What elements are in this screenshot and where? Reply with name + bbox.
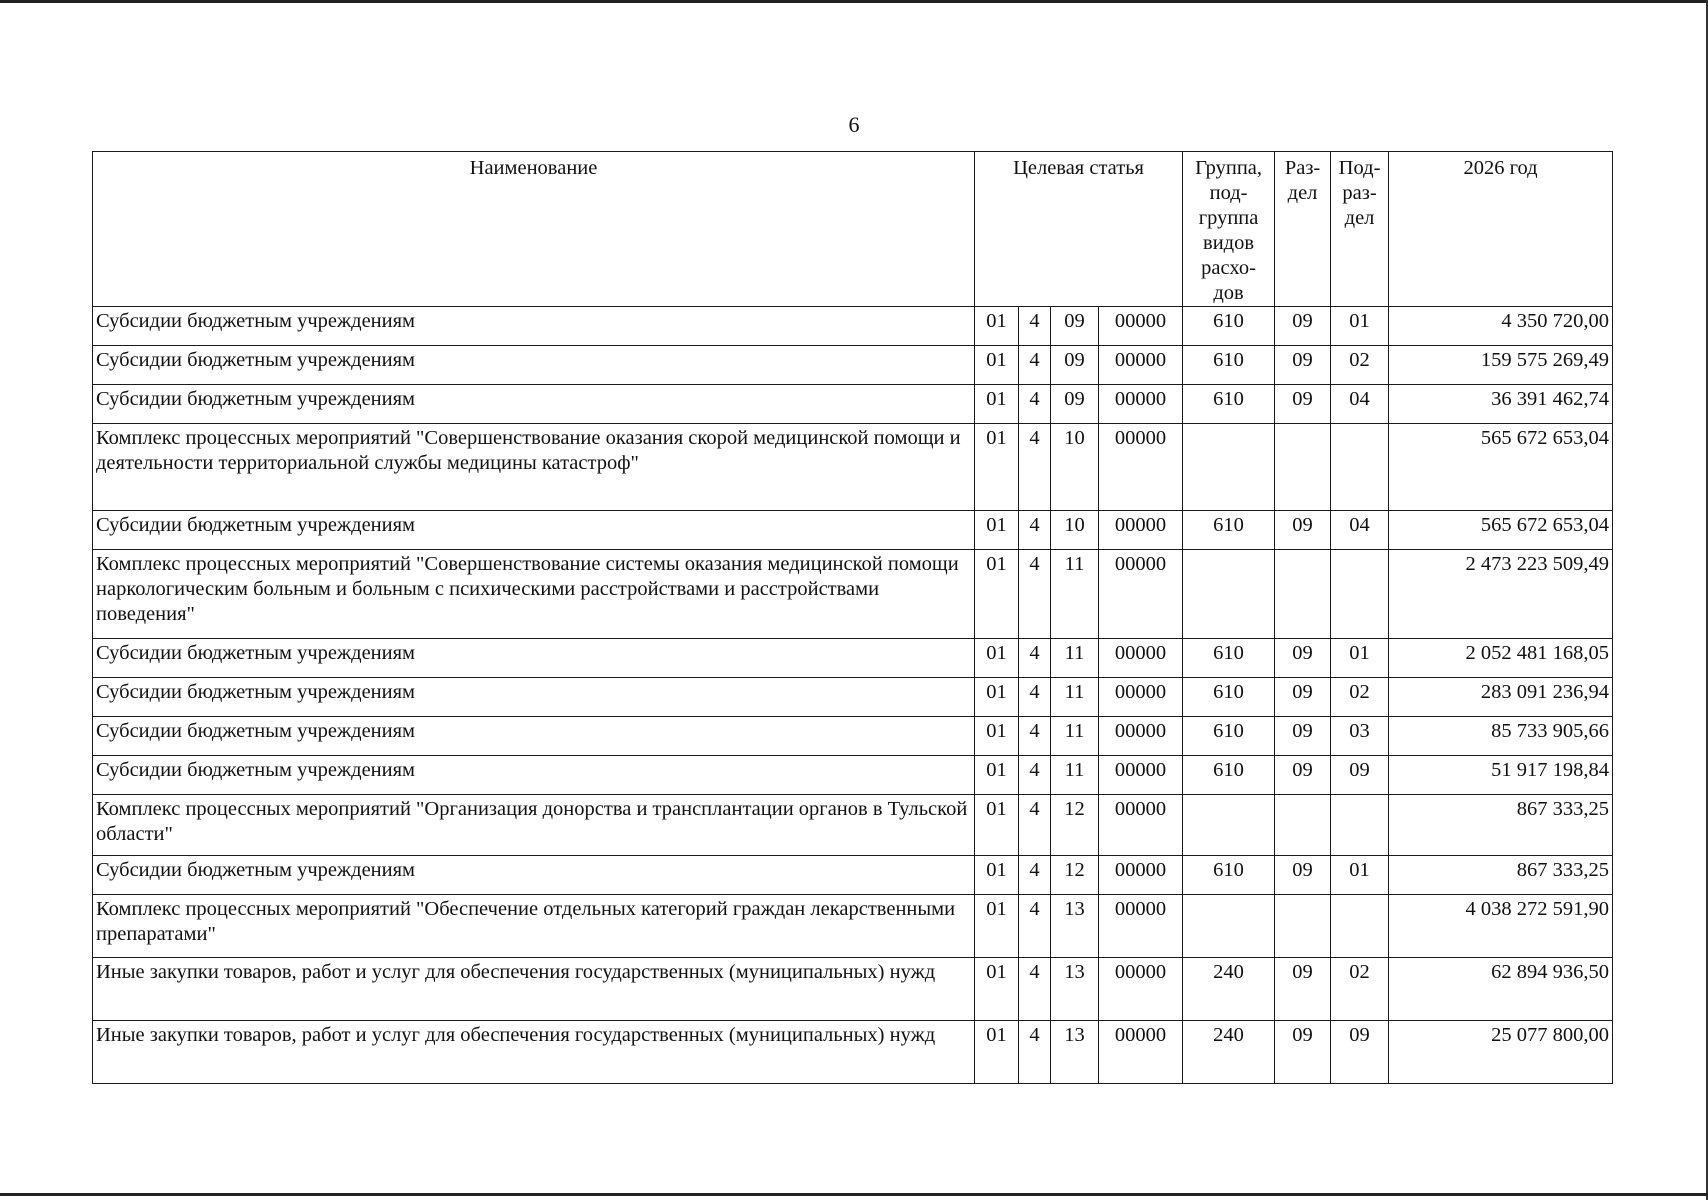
row-expense-group (1183, 550, 1275, 639)
row-target-type: 4 (1019, 385, 1051, 424)
header-target: Целевая статья (975, 152, 1183, 307)
row-target-type: 4 (1019, 856, 1051, 895)
row-name: Комплекс процессных мероприятий "Совершенствование системы оказания медицинской помощи наркологическим больным и больным с психическими расстройствами и расстройствами поведения" (93, 550, 975, 639)
row-subsection: 04 (1331, 385, 1389, 424)
row-name: Субсидии бюджетным учреждениям (93, 756, 975, 795)
row-amount: 4 350 720,00 (1389, 307, 1613, 346)
row-name: Иные закупки товаров, работ и услуг для обеспечения государственных (муниципальных) нужд (93, 1021, 975, 1084)
row-amount: 4 038 272 591,90 (1389, 895, 1613, 958)
row-target-direction: 00000 (1099, 550, 1183, 639)
row-subsection: 01 (1331, 856, 1389, 895)
row-target-item: 12 (1051, 856, 1099, 895)
row-target-type: 4 (1019, 346, 1051, 385)
row-section (1275, 895, 1331, 958)
row-amount: 36 391 462,74 (1389, 385, 1613, 424)
row-target-type: 4 (1019, 307, 1051, 346)
row-target-type: 4 (1019, 717, 1051, 756)
row-section: 09 (1275, 639, 1331, 678)
row-section (1275, 424, 1331, 511)
page-number: 6 (848, 112, 860, 137)
table-row (93, 424, 1613, 511)
row-target-item: 13 (1051, 958, 1099, 1021)
row-amount: 565 672 653,04 (1389, 511, 1613, 550)
row-target-type: 4 (1019, 550, 1051, 639)
scan-edge-top (0, 0, 1708, 3)
row-target-program: 01 (975, 307, 1019, 346)
row-target-program: 01 (975, 958, 1019, 1021)
row-target-program: 01 (975, 511, 1019, 550)
row-section: 09 (1275, 717, 1331, 756)
row-target-type: 4 (1019, 678, 1051, 717)
row-target-program: 01 (975, 1021, 1019, 1084)
table-row (93, 895, 1613, 958)
row-target-type: 4 (1019, 895, 1051, 958)
row-target-program: 01 (975, 424, 1019, 511)
row-target-item: 09 (1051, 385, 1099, 424)
row-section: 09 (1275, 678, 1331, 717)
header-name: Наименование (93, 152, 975, 307)
row-subsection: 04 (1331, 511, 1389, 550)
row-target-type: 4 (1019, 958, 1051, 1021)
row-target-direction: 00000 (1099, 756, 1183, 795)
row-subsection: 09 (1331, 1021, 1389, 1084)
row-name: Субсидии бюджетным учреждениям (93, 717, 975, 756)
row-subsection: 01 (1331, 639, 1389, 678)
row-subsection (1331, 424, 1389, 511)
row-name: Иные закупки товаров, работ и услуг для обеспечения государственных (муниципальных) нужд (93, 958, 975, 1021)
row-target-direction: 00000 (1099, 307, 1183, 346)
row-name: Комплекс процессных мероприятий "Обеспечение отдельных категорий граждан лекарственными препаратами" (93, 895, 975, 958)
row-target-direction: 00000 (1099, 511, 1183, 550)
row-amount: 85 733 905,66 (1389, 717, 1613, 756)
row-expense-group (1183, 795, 1275, 856)
table-row (93, 795, 1613, 856)
row-target-direction: 00000 (1099, 346, 1183, 385)
row-target-type: 4 (1019, 756, 1051, 795)
header-year: 2026 год (1389, 152, 1613, 307)
row-expense-group: 610 (1183, 856, 1275, 895)
row-section (1275, 795, 1331, 856)
table-row (93, 639, 1613, 678)
scan-edge-bottom (0, 1193, 1708, 1196)
row-amount: 867 333,25 (1389, 795, 1613, 856)
row-expense-group: 240 (1183, 958, 1275, 1021)
row-subsection: 02 (1331, 958, 1389, 1021)
header-subsection: Под-раз-дел (1331, 152, 1389, 307)
table-row (93, 958, 1613, 1021)
row-target-program: 01 (975, 895, 1019, 958)
row-target-item: 11 (1051, 639, 1099, 678)
row-target-item: 10 (1051, 511, 1099, 550)
row-section: 09 (1275, 756, 1331, 795)
row-target-program: 01 (975, 346, 1019, 385)
row-subsection: 03 (1331, 717, 1389, 756)
row-target-item: 09 (1051, 346, 1099, 385)
row-target-type: 4 (1019, 795, 1051, 856)
row-target-program: 01 (975, 856, 1019, 895)
row-target-item: 11 (1051, 678, 1099, 717)
row-name: Субсидии бюджетным учреждениям (93, 511, 975, 550)
table-row (93, 717, 1613, 756)
row-target-direction: 00000 (1099, 385, 1183, 424)
row-amount: 25 077 800,00 (1389, 1021, 1613, 1084)
row-target-item: 11 (1051, 717, 1099, 756)
table-row (93, 756, 1613, 795)
row-target-direction: 00000 (1099, 424, 1183, 511)
row-amount: 159 575 269,49 (1389, 346, 1613, 385)
row-expense-group: 610 (1183, 717, 1275, 756)
row-target-item: 13 (1051, 1021, 1099, 1084)
row-target-type: 4 (1019, 511, 1051, 550)
row-section: 09 (1275, 958, 1331, 1021)
row-amount: 867 333,25 (1389, 856, 1613, 895)
row-expense-group (1183, 895, 1275, 958)
row-target-type: 4 (1019, 1021, 1051, 1084)
row-subsection: 02 (1331, 346, 1389, 385)
row-target-direction: 00000 (1099, 795, 1183, 856)
row-name: Субсидии бюджетным учреждениям (93, 385, 975, 424)
row-expense-group: 610 (1183, 756, 1275, 795)
row-target-program: 01 (975, 756, 1019, 795)
row-expense-group: 610 (1183, 639, 1275, 678)
row-target-program: 01 (975, 678, 1019, 717)
table-row (93, 678, 1613, 717)
table-row (93, 856, 1613, 895)
row-name: Комплекс процессных мероприятий "Организация донорства и трансплантации органов в Тульской области" (93, 795, 975, 856)
row-target-direction: 00000 (1099, 958, 1183, 1021)
row-expense-group: 610 (1183, 346, 1275, 385)
budget-table (92, 151, 1613, 1084)
row-expense-group: 610 (1183, 511, 1275, 550)
row-subsection: 02 (1331, 678, 1389, 717)
row-target-item: 10 (1051, 424, 1099, 511)
row-amount: 2 052 481 168,05 (1389, 639, 1613, 678)
table-header-row (93, 152, 1613, 307)
header-group: Группа, под-группа видов расхо-дов (1183, 152, 1275, 307)
row-subsection: 09 (1331, 756, 1389, 795)
row-amount: 51 917 198,84 (1389, 756, 1613, 795)
row-target-direction: 00000 (1099, 639, 1183, 678)
table-row (93, 307, 1613, 346)
row-target-program: 01 (975, 795, 1019, 856)
row-target-item: 12 (1051, 795, 1099, 856)
table-row (93, 511, 1613, 550)
row-name: Комплекс процессных мероприятий "Совершенствование оказания скорой медицинской помощи и деятельности территориальной службы медицины катастроф" (93, 424, 975, 511)
row-expense-group: 610 (1183, 678, 1275, 717)
row-section: 09 (1275, 346, 1331, 385)
row-section: 09 (1275, 1021, 1331, 1084)
row-amount: 283 091 236,94 (1389, 678, 1613, 717)
row-target-program: 01 (975, 385, 1019, 424)
table-row (93, 1021, 1613, 1084)
row-target-direction: 00000 (1099, 678, 1183, 717)
row-target-item: 09 (1051, 307, 1099, 346)
row-name: Субсидии бюджетным учреждениям (93, 856, 975, 895)
row-target-item: 11 (1051, 756, 1099, 795)
row-section: 09 (1275, 307, 1331, 346)
table-row (93, 385, 1613, 424)
row-target-direction: 00000 (1099, 895, 1183, 958)
row-name: Субсидии бюджетным учреждениям (93, 346, 975, 385)
row-expense-group: 610 (1183, 385, 1275, 424)
row-name: Субсидии бюджетным учреждениям (93, 307, 975, 346)
row-target-type: 4 (1019, 424, 1051, 511)
header-section: Раз-дел (1275, 152, 1331, 307)
row-target-type: 4 (1019, 639, 1051, 678)
row-target-item: 11 (1051, 550, 1099, 639)
row-target-direction: 00000 (1099, 717, 1183, 756)
row-target-item: 13 (1051, 895, 1099, 958)
row-expense-group: 240 (1183, 1021, 1275, 1084)
row-amount: 62 894 936,50 (1389, 958, 1613, 1021)
row-name: Субсидии бюджетным учреждениям (93, 678, 975, 717)
row-section: 09 (1275, 856, 1331, 895)
row-expense-group (1183, 424, 1275, 511)
table-row (93, 346, 1613, 385)
row-target-program: 01 (975, 717, 1019, 756)
row-subsection (1331, 550, 1389, 639)
table-row (93, 550, 1613, 639)
row-target-direction: 00000 (1099, 1021, 1183, 1084)
row-target-program: 01 (975, 639, 1019, 678)
row-amount: 2 473 223 509,49 (1389, 550, 1613, 639)
row-section (1275, 550, 1331, 639)
row-name: Субсидии бюджетным учреждениям (93, 639, 975, 678)
row-target-program: 01 (975, 550, 1019, 639)
row-section: 09 (1275, 385, 1331, 424)
row-section: 09 (1275, 511, 1331, 550)
row-subsection (1331, 795, 1389, 856)
row-amount: 565 672 653,04 (1389, 424, 1613, 511)
row-subsection (1331, 895, 1389, 958)
row-target-direction: 00000 (1099, 856, 1183, 895)
row-subsection: 01 (1331, 307, 1389, 346)
row-expense-group: 610 (1183, 307, 1275, 346)
